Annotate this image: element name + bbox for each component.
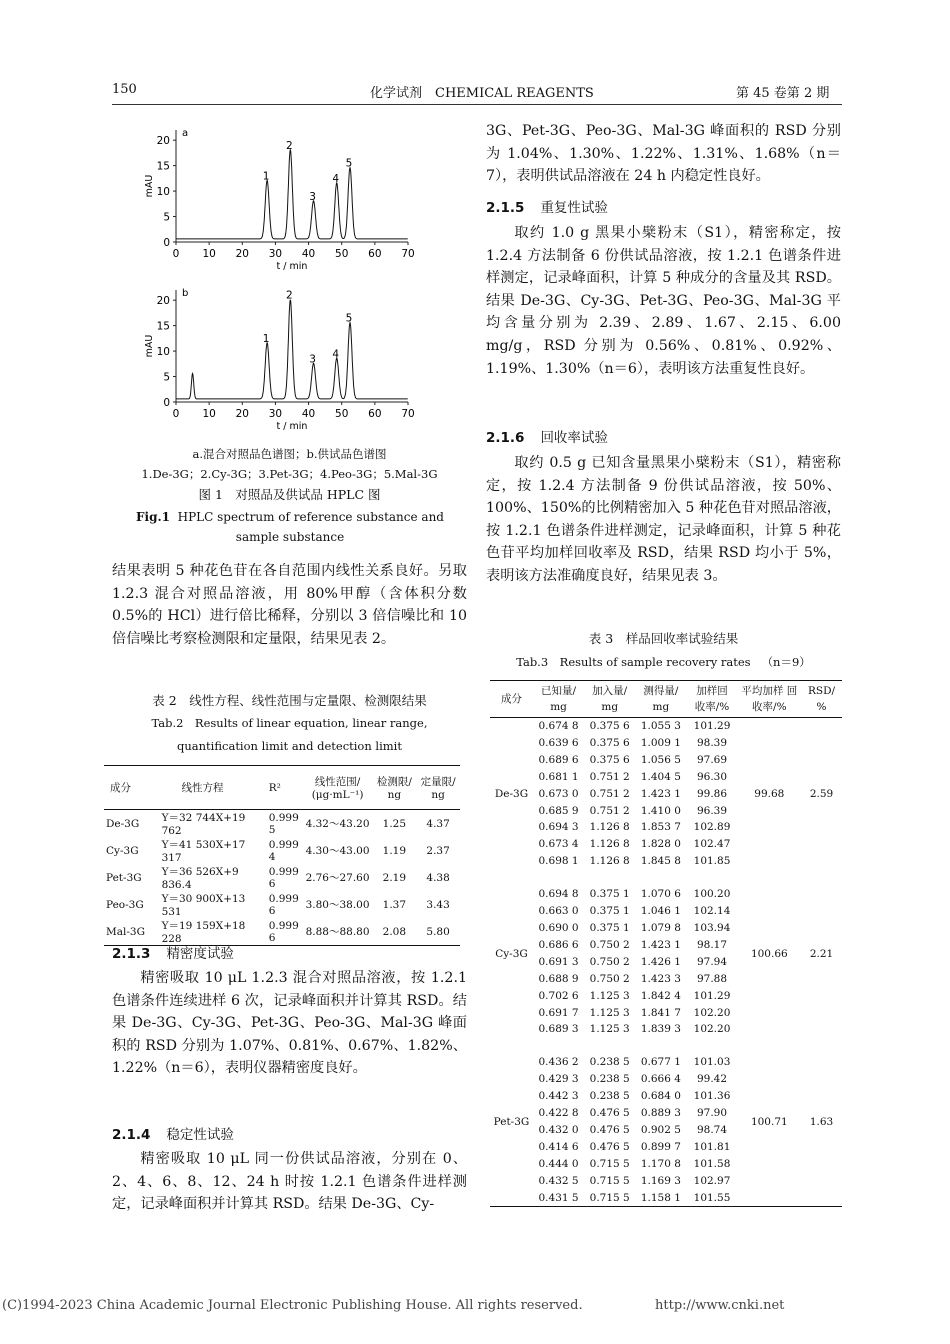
table3-cell: 1.055 3: [640, 720, 681, 732]
table2-cell: 4.32～43.20: [305, 818, 370, 830]
table3-group-name: De-3G: [494, 787, 529, 800]
x-tick-label: 40: [301, 248, 316, 260]
table3-cell: 1.125 3: [589, 989, 630, 1002]
table2-cell: 2.08: [382, 925, 407, 938]
panel-label: b: [182, 288, 189, 299]
table3-cell: 1.170 8: [640, 1157, 681, 1170]
table3-avg-recovery: 99.68: [754, 787, 785, 800]
x-tick-label: 70: [401, 408, 415, 420]
fig1-sub-caption-2: 1.De-3G；2.Cy-3G；3.Pet-3G；4.Peo-3G；5.Mal-3G: [141, 467, 438, 481]
section-title: 回收率试验: [540, 430, 608, 446]
x-tick-label: 50: [335, 408, 349, 420]
table2-cell: 1.19: [382, 844, 407, 857]
table3-cell: 0.751 2: [589, 787, 630, 800]
peak-label: 4: [332, 173, 340, 185]
table2-cell: Y＝32 744X+19 762: [161, 812, 246, 837]
table2-row: [104, 810, 460, 838]
table3-cell: 99.86: [696, 787, 728, 800]
table3-cell: 1.845 8: [640, 855, 681, 868]
table3-cell: 1.426 1: [640, 955, 681, 968]
table3-cell: 96.39: [696, 804, 728, 817]
table3-cell: 98.39: [696, 736, 728, 749]
table3-cell: 101.03: [693, 1056, 731, 1069]
table2-title-cn: 表 2 线性方程、线性范围与定量限、检测限结果: [152, 693, 427, 708]
table3-cell: 0.666 4: [640, 1073, 681, 1086]
para-2-1-3: 精密吸取 10 μL 1.2.3 混合对照品溶液，按 1.2.1 色谱条件连续进样 6 次，记录峰面积并计算其 RSD。结果 De-3G、Cy-3G、Pet-3G、Peo-3G、Mal-3G 峰面积的 RSD 分别为 1.07%、0.81%、0.67%、1.82%、1.22%（n＝6），表明仪器精密度良好。: [112, 970, 467, 1077]
y-axis-label: mAU: [144, 174, 155, 198]
table2-cell: Y＝30 900X+13 531: [161, 893, 246, 918]
table2-header-row: [104, 766, 460, 810]
table3-cell: 0.674 8: [538, 720, 579, 732]
para-2-1-5: 取约 1.0 g 黑果小檗粉末（S1），精密称定，按 1.2.4 方法制备 6 份供试品溶液，按 1.2.1 色谱条件进样测定，记录峰面积，计算 5 种成分的含量及其 RSD。结果 De-3G、Cy-3G、Pet-3G、Peo-3G、Mal-3G 平均含量分别为 2.39、2.89、1.67、2.15、6.00 mg/g，RSD 分别为 0.56%、0.81%、0.92%、1.19%、1.30%（n＝6），表明该方法重复性良好。: [486, 225, 841, 377]
table3-title-cn: 表 3 样品回收率试验结果: [588, 631, 739, 646]
table2-cell: 4.37: [426, 817, 450, 830]
table3-cell: 97.94: [696, 955, 728, 968]
section-2-1-5-heading: [486, 196, 608, 221]
table3-header-row: [490, 681, 842, 718]
table3-cell: 1.070 6: [640, 888, 681, 901]
table3-cell: 1.853 7: [640, 821, 681, 834]
x-tick-label: 50: [335, 248, 349, 260]
table3-cell: 101.85: [693, 855, 731, 868]
y-tick-label: 10: [156, 186, 170, 199]
table3-cell: 0.681 1: [538, 770, 579, 783]
table3-cell: 0.751 2: [589, 804, 630, 817]
table3-cell: 0.444 0: [538, 1157, 579, 1170]
table2-cell: Pet-3G: [106, 871, 142, 884]
table3-cell: 1.056 5: [640, 753, 681, 766]
table3-cell: 1.169 3: [640, 1174, 681, 1187]
table2-title-en-1: Tab.2 Results of linear equation, linear range,: [151, 716, 428, 730]
peak-label: 2: [285, 289, 293, 302]
table3-cell: 0.715 5: [589, 1191, 630, 1204]
table3-cell: 0.429 3: [538, 1073, 579, 1086]
table2-cell: 8.88～88.80: [305, 926, 370, 938]
x-tick-label: 60: [368, 248, 382, 260]
table3-cell: 1.079 8: [640, 921, 681, 934]
peak-label: 3: [309, 353, 316, 366]
table3-cell: 1.125 3: [589, 1023, 630, 1036]
table3-cell: 0.694 3: [538, 821, 579, 834]
table3-cell: 0.690 0: [538, 921, 579, 934]
table2-cell: 0.999 6: [268, 919, 299, 944]
table2-cell: 3.43: [426, 898, 450, 911]
table3-col-header: 已知量/ mg: [541, 685, 577, 713]
x-axis-label: t / min: [276, 421, 308, 430]
table3-body: [490, 718, 842, 1207]
table3-cell: 0.751 2: [589, 770, 630, 783]
table3-cell: 0.694 8: [538, 888, 579, 901]
table2-row: [104, 864, 460, 891]
table3-cell: 0.238 5: [589, 1090, 630, 1103]
table3-cell: 0.476 5: [589, 1140, 630, 1153]
table3-cell: 0.698 1: [538, 855, 579, 868]
y-tick-label: 15: [156, 320, 170, 333]
chromatogram-a: [140, 120, 430, 270]
fig1-label: Fig.1: [136, 510, 170, 524]
section-2-1-3-heading: [112, 942, 234, 967]
table2-row: [104, 891, 460, 918]
table3-cell: 0.663 0: [538, 905, 579, 918]
table3-cell: 0.673 4: [538, 838, 579, 851]
table2-col-header: 线性范围/ (μg·mL⁻¹): [311, 776, 364, 801]
table3-cell: 0.414 6: [538, 1140, 579, 1153]
y-tick-label: 0: [163, 397, 170, 409]
table3-cell: 98.17: [696, 938, 728, 951]
table3-col-header: 加样回 收率/%: [694, 685, 730, 713]
x-tick-label: 0: [172, 248, 180, 260]
table2-col-header: 成分: [110, 782, 131, 794]
table2-col-header: 线性方程: [181, 782, 224, 794]
table2-cell: 1.25: [382, 817, 407, 830]
left-para-1: 结果表明 5 种花色苷在各自范围内线性关系良好。另取 1.2.3 混合对照品溶液，用 80%甲醇（含体积分数 0.5%的 HCl）进行倍比稀释，分别以 3 倍信噪比和 10 倍信噪比考察检测限和定量限，结果见表 2。: [112, 563, 467, 647]
table2-col-header: 定量限/ ng: [420, 776, 456, 801]
peak-label: 4: [332, 348, 340, 361]
table3-title-en: Tab.3 Results of sample recovery rates: [516, 655, 751, 669]
table3-cell: 1.404 5: [640, 770, 681, 783]
table2-cell: Y＝36 526X+9 836.4: [161, 866, 239, 891]
y-axis-label: mAU: [144, 334, 155, 358]
table3-cell: 0.476 5: [589, 1107, 630, 1120]
x-tick-label: 70: [401, 248, 415, 260]
section-title: 重复性试验: [540, 200, 608, 216]
table3-avg-recovery: 100.66: [750, 947, 788, 960]
table3-cell: 1.125 3: [589, 1006, 630, 1019]
table3-cell: 97.90: [696, 1107, 728, 1120]
table3-avg-recovery: 100.71: [750, 1115, 788, 1128]
peak-label: 1: [262, 170, 270, 183]
table3-col-header: RSD/ %: [807, 685, 836, 713]
section-number: 2.1.6: [486, 430, 525, 446]
y-tick-label: 10: [156, 346, 170, 359]
table3-cell: 1.423 1: [640, 787, 681, 800]
table3-cell: 1.410 0: [640, 804, 681, 817]
table3-cell: 0.889 3: [640, 1107, 681, 1120]
chromatogram-trace: [176, 300, 408, 399]
table3-cell: 102.47: [693, 838, 731, 851]
table3-cell: 0.689 3: [538, 1023, 579, 1036]
issue-label: 第 45 卷第 2 期: [736, 86, 830, 101]
x-tick-label: 10: [202, 408, 216, 420]
table3-cell: 0.684 0: [640, 1090, 681, 1103]
table3-cell: 0.432 0: [538, 1123, 579, 1136]
peak-label: 1: [262, 333, 270, 345]
table3-cell: 0.432 5: [538, 1174, 579, 1187]
table3-cell: 0.702 6: [538, 989, 579, 1002]
table3-cell: 0.442 3: [538, 1090, 579, 1103]
table3-cell: 0.476 5: [589, 1123, 630, 1136]
peak-label: 5: [345, 312, 353, 325]
table3: [490, 680, 842, 1207]
table2-cell: Cy-3G: [106, 844, 139, 857]
table3-cell: 0.750 2: [589, 938, 630, 951]
table3-cell: 0.715 5: [589, 1157, 630, 1170]
x-tick-label: 40: [301, 408, 316, 420]
table3-cell: 103.94: [693, 921, 731, 934]
table3-col-header: 加入量/ mg: [592, 685, 628, 713]
table2-cell: 0.999 6: [268, 892, 299, 917]
table3-cell: 1.423 1: [640, 938, 681, 951]
table2: [104, 765, 460, 946]
table2-cell: De-3G: [106, 817, 140, 830]
table3-cell: 0.691 7: [538, 1006, 579, 1019]
table3-cell: 0.902 5: [640, 1123, 681, 1136]
table3-cell: 1.126 8: [589, 855, 630, 868]
x-tick-label: 20: [235, 408, 249, 420]
table3-row: [490, 870, 842, 903]
table3-n: （n＝9）: [761, 655, 811, 669]
x-axis-label: t / min: [276, 261, 308, 270]
section-2-1-4-heading: [112, 1123, 234, 1148]
table3-cell: 1.423 3: [640, 972, 681, 985]
table3-cell: 1.841 7: [640, 1006, 681, 1019]
table3-cell: 97.69: [696, 753, 728, 766]
x-tick-label: 30: [268, 248, 283, 260]
table2-cell: Mal-3G: [106, 925, 145, 938]
fig1-caption-en: [130, 507, 450, 547]
table3-cell: 98.74: [696, 1123, 728, 1136]
table3-cell: 0.238 5: [589, 1056, 630, 1069]
section-title: 精密度试验: [166, 946, 234, 962]
fig1-sub-caption-1: a.混合对照品色谱图；b.供试品色谱图: [192, 447, 387, 461]
table3-cell: 0.375 1: [589, 888, 630, 901]
y-tick-label: 0: [163, 237, 170, 249]
fig1-caption-cn: 图 1 对照品及供试品 HPLC 图: [198, 487, 381, 502]
table3-cell: 0.750 2: [589, 972, 630, 985]
table3-cell: 0.375 6: [589, 720, 630, 732]
table3-cell: 0.639 6: [538, 736, 579, 749]
table3-cell: 101.55: [693, 1191, 731, 1204]
y-tick-label: 5: [163, 211, 170, 224]
table3-cell: 0.673 0: [538, 787, 579, 800]
table3-cell: 1.839 3: [640, 1023, 681, 1036]
table3-cell: 101.29: [693, 720, 731, 732]
table3-cell: 0.375 6: [589, 753, 630, 766]
para-2-1-6: 取约 0.5 g 已知含量黑果小檗粉末（S1），精密称定，按 1.2.4 方法制备 9 份供试品溶液，按 50%、100%、150%的比例精密加入 5 种花色苷对照品溶液，按 1.2.1 色谱条件进样测定，记录峰面积，计算 5 种花色苷平均加样回收率及 RSD，结果 RSD 均小于 5%，表明该方法准确度良好，结果见表 3。: [486, 455, 841, 584]
table3-title-en-line: [486, 652, 841, 673]
table3-cell: 1.842 4: [640, 989, 681, 1002]
peak-label: 2: [285, 139, 293, 152]
table3-cell: 0.422 8: [538, 1107, 579, 1120]
table3-cell: 101.81: [693, 1140, 731, 1153]
section-2-1-6-heading: [486, 426, 608, 451]
table3-cell: 101.29: [693, 989, 731, 1002]
table3-row: [490, 718, 842, 735]
table3-cell: 102.20: [693, 1006, 731, 1019]
table3-cell: 1.158 1: [640, 1191, 681, 1204]
table3-rsd: 2.59: [809, 787, 834, 800]
table2-cell: 0.999 6: [268, 865, 299, 890]
table3-group-name: Cy-3G: [495, 947, 528, 960]
table3-cell: 99.42: [696, 1073, 728, 1086]
table2-cell: Y＝41 530X+17 317: [161, 839, 246, 864]
table2-col-header: R²: [268, 781, 281, 794]
table2-cell: Peo-3G: [106, 898, 144, 911]
table3-rsd: 2.21: [809, 947, 834, 960]
table3-cell: 0.375 1: [589, 921, 630, 934]
table3-cell: 0.688 9: [538, 972, 579, 985]
table3-cell: 0.431 5: [538, 1191, 579, 1204]
table3-cell: 0.899 7: [640, 1140, 681, 1153]
y-tick-label: 5: [163, 371, 170, 384]
table3-cell: 102.89: [693, 821, 731, 834]
section-number: 2.1.3: [112, 946, 151, 962]
fig1-caption-en-text: HPLC spectrum of reference substance and sample substance: [177, 510, 444, 544]
section-number: 2.1.4: [112, 1127, 151, 1143]
table3-col-header: 平均加样 回收率/%: [741, 685, 798, 713]
table3-cell: 1.126 8: [589, 821, 630, 834]
table3-cell: 100.20: [693, 888, 731, 901]
table2-cell: 0.999 4: [268, 838, 299, 863]
y-tick-label: 20: [156, 135, 170, 148]
table3-cell: 102.97: [693, 1174, 731, 1187]
table2-cell: Y＝19 159X+18 228: [161, 920, 246, 945]
table3-cell: 0.685 9: [538, 804, 579, 817]
peak-label: 3: [309, 190, 316, 203]
page-number: 150: [112, 82, 137, 97]
right-para-cont: 3G、Pet-3G、Peo-3G、Mal-3G 峰面积的 RSD 分别为 1.04%、1.30%、1.22%、1.31%、1.68%（n＝7），表明供试品溶液在 24 h 内稳定性良好。: [486, 123, 841, 185]
x-tick-label: 60: [368, 408, 382, 420]
table2-cell: 2.37: [426, 844, 450, 857]
chromatogram-b: [140, 280, 430, 430]
table2-cell: 1.37: [382, 898, 407, 911]
table2-col-header: 检测限/ ng: [376, 776, 412, 801]
table2-cell: 4.30～43.00: [305, 845, 370, 857]
footer-url: http://www.cnki.net: [655, 1298, 785, 1313]
section-title: 稳定性试验: [166, 1127, 234, 1143]
header-rule: [112, 104, 842, 105]
y-tick-label: 20: [156, 295, 170, 308]
x-tick-label: 30: [268, 408, 283, 420]
table3-rsd: 1.63: [809, 1115, 834, 1128]
table2-title-en-2: quantification limit and detection limit: [177, 739, 402, 753]
table2-cell: 0.999 5: [268, 811, 299, 836]
table3-cell: 0.375 6: [589, 736, 630, 749]
table2-cell: 3.80～38.00: [305, 899, 370, 911]
para-2-1-4: 精密吸取 10 μL 同一份供试品溶液，分别在 0、2、4、6、8、12、24 h 时按 1.2.1 色谱条件进样测定，记录峰面积并计算其 RSD。结果 De-3G、Cy-: [112, 1151, 467, 1213]
table3-cell: 0.686 6: [538, 938, 579, 951]
x-tick-label: 0: [172, 408, 180, 420]
table3-cell: 96.30: [696, 770, 728, 783]
table2-cell: 2.19: [382, 871, 407, 884]
table3-col-header: 成分: [500, 693, 522, 705]
table3-col-header: 测得量/ mg: [643, 685, 679, 713]
table2-cell: 2.76～27.60: [305, 872, 370, 884]
table3-cell: 1.828 0: [640, 838, 681, 851]
table3-cell: 1.009 1: [640, 736, 681, 749]
table3-cell: 0.715 5: [589, 1174, 630, 1187]
table3-row: [490, 1038, 842, 1071]
table3-cell: 0.750 2: [589, 955, 630, 968]
table3-cell: 0.238 5: [589, 1073, 630, 1086]
table3-cell: 97.88: [696, 972, 728, 985]
table3-cell: 102.20: [693, 1023, 731, 1036]
journal-title: 化学试剂 CHEMICAL REAGENTS: [370, 86, 594, 101]
table3-cell: 0.689 6: [538, 753, 579, 766]
y-tick-label: 15: [156, 160, 170, 173]
footer-copyright: (C)1994-2023 China Academic Journal Electronic Publishing House. All rights reserved.: [2, 1298, 583, 1313]
peak-label: 5: [345, 157, 353, 170]
section-number: 2.1.5: [486, 200, 525, 216]
chromatogram-trace: [176, 150, 408, 239]
table3-group-name: Pet-3G: [493, 1115, 530, 1128]
table2-body: [104, 810, 460, 946]
x-tick-label: 20: [235, 248, 249, 260]
table2-cell: 5.80: [426, 925, 450, 938]
table3-cell: 101.58: [693, 1157, 731, 1170]
x-tick-label: 10: [202, 248, 216, 260]
table3-cell: 1.046 1: [640, 905, 681, 918]
table3-cell: 102.14: [693, 905, 731, 918]
table2-cell: 4.38: [426, 871, 450, 884]
table3-cell: 1.126 8: [589, 838, 630, 851]
table3-cell: 0.677 1: [640, 1056, 681, 1069]
table2-row: [104, 837, 460, 864]
table3-cell: 101.36: [693, 1090, 731, 1103]
table3-cell: 0.375 1: [589, 905, 630, 918]
panel-label: a: [182, 128, 189, 139]
table3-cell: 0.436 2: [538, 1056, 579, 1069]
table3-cell: 0.691 3: [538, 955, 579, 968]
